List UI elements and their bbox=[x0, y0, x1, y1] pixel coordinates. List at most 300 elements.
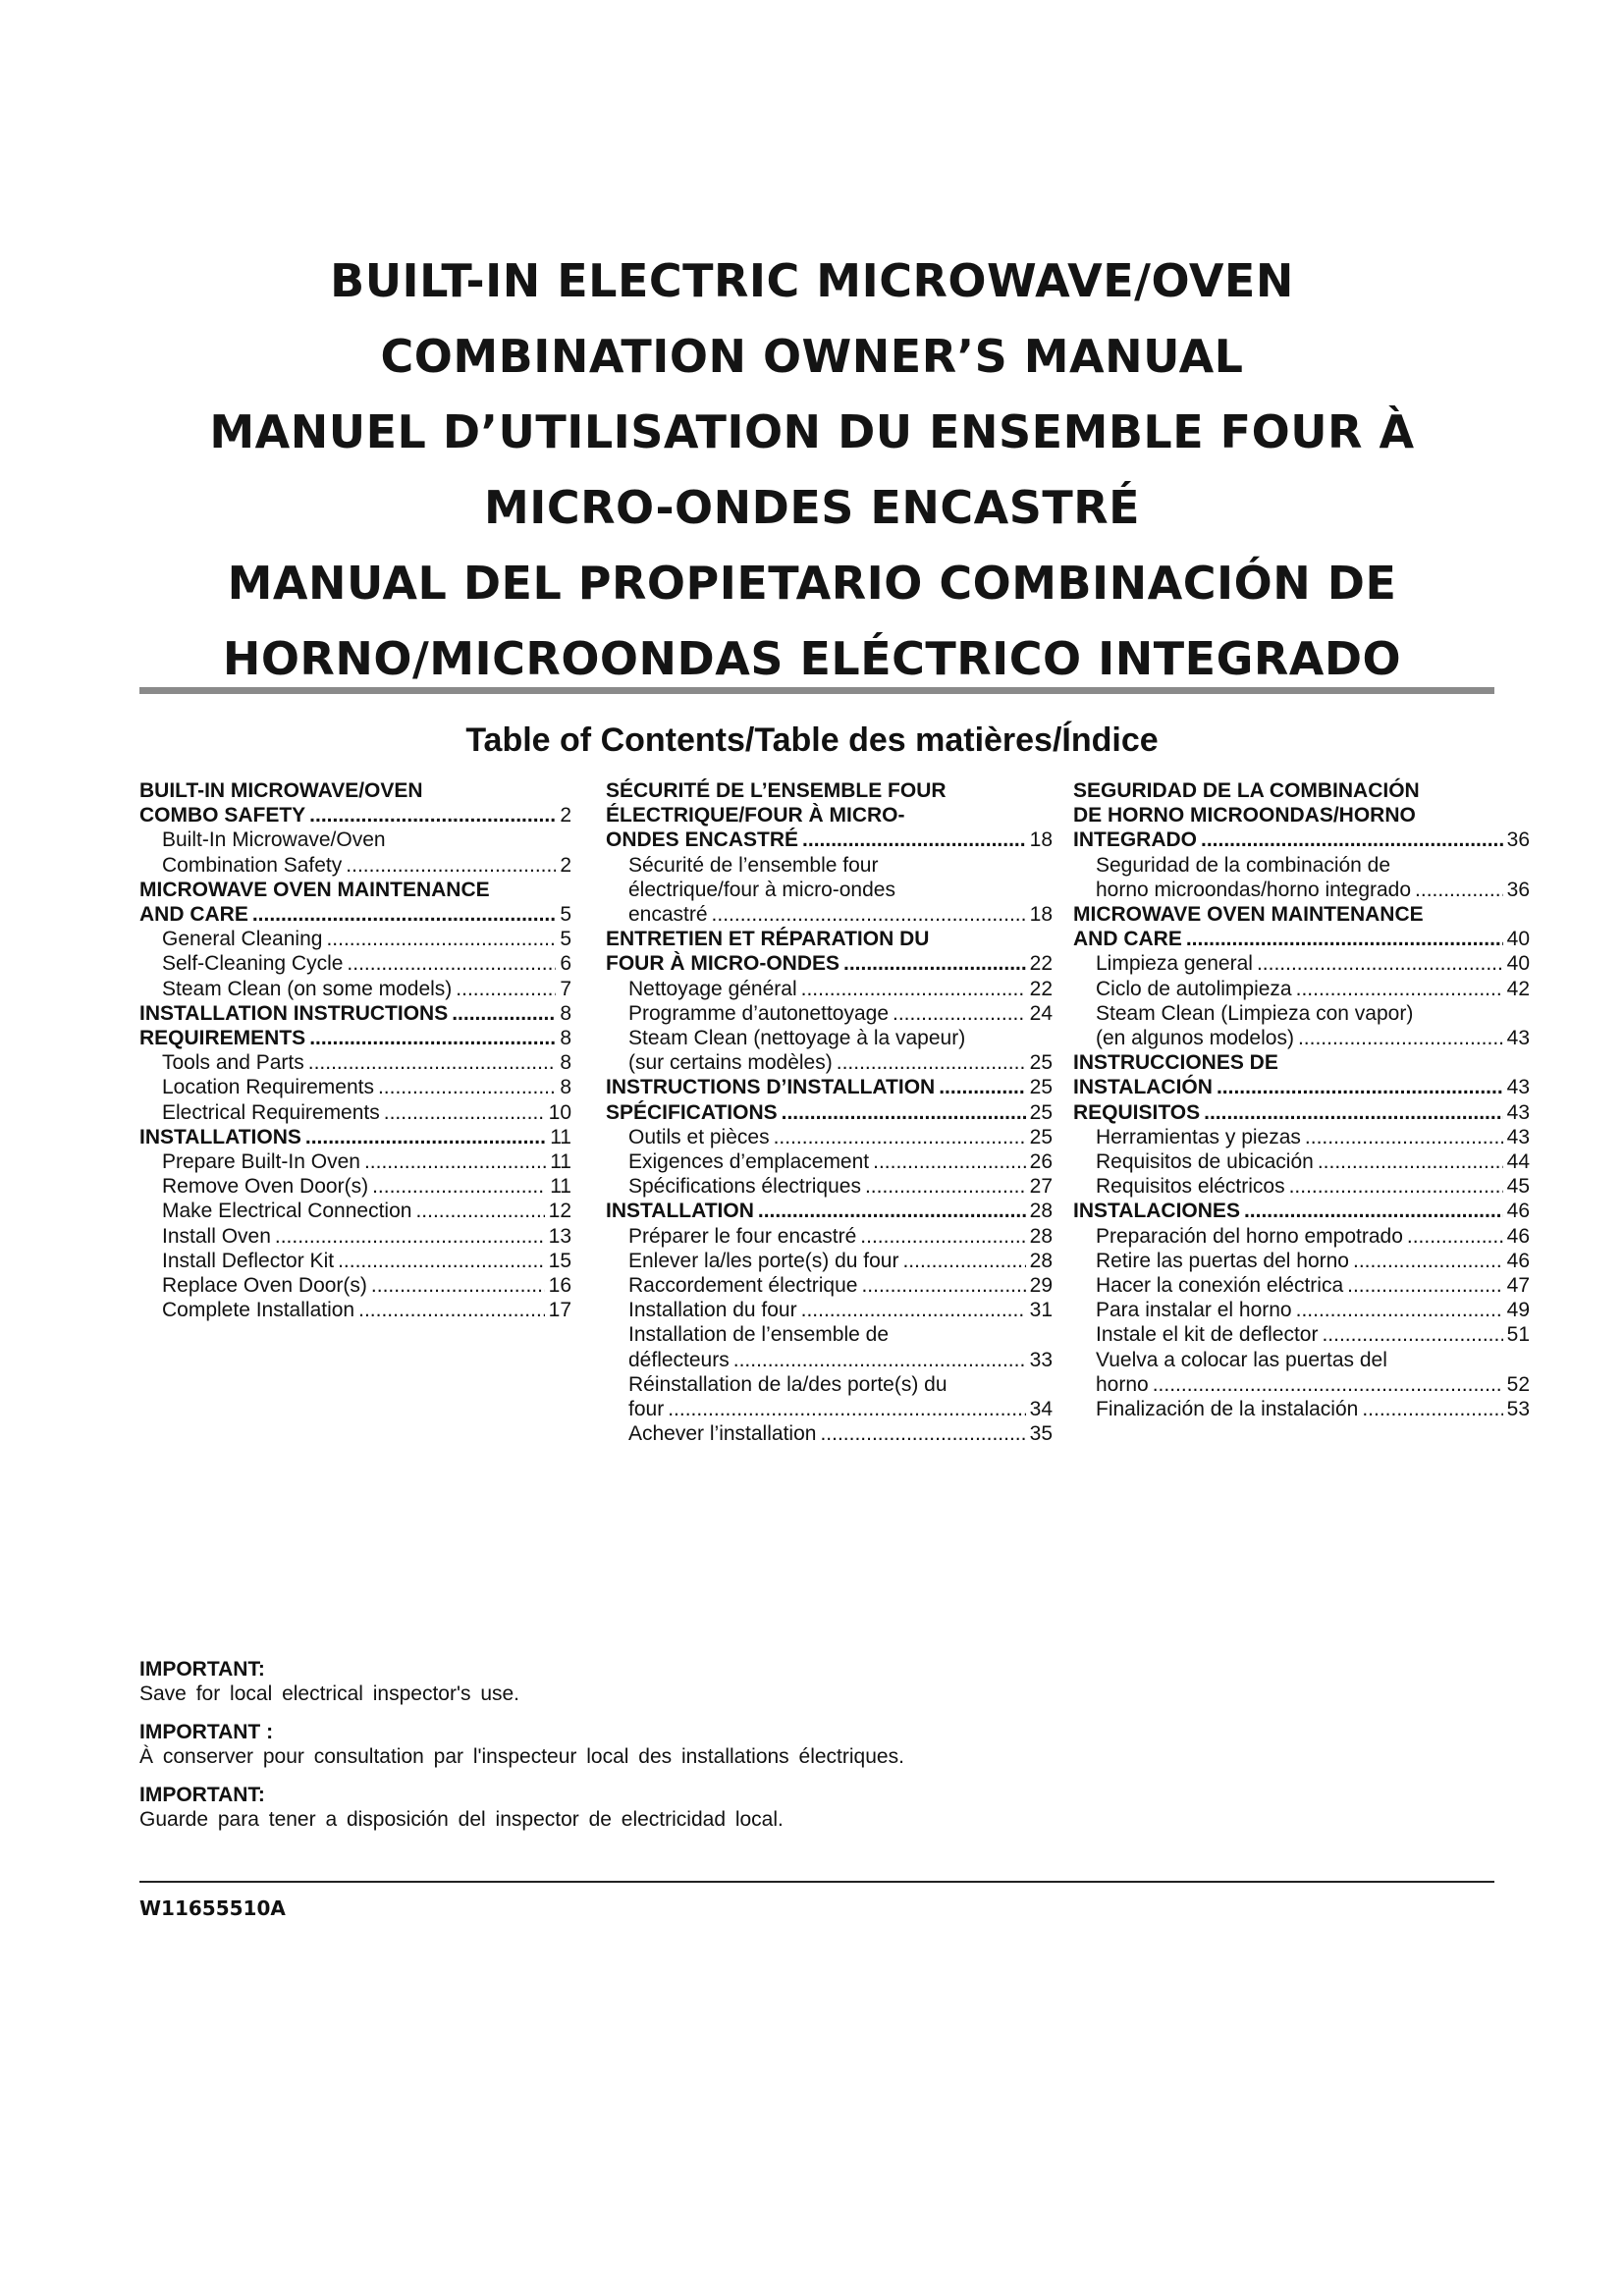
toc-entry-line bbox=[162, 853, 571, 878]
important-label: IMPORTANT: bbox=[139, 1658, 265, 1681]
toc-entry-label: Steam Clean (on some models) bbox=[162, 977, 453, 1000]
toc-entry-label: ONDES ENCASTRÉ bbox=[606, 828, 799, 852]
toc-subsection-entry[interactable] bbox=[139, 828, 571, 877]
toc-subsection-entry[interactable] bbox=[139, 1100, 571, 1125]
toc-page-number: 36 bbox=[1506, 878, 1530, 901]
toc-dot-leader bbox=[758, 1199, 1026, 1223]
toc-dot-leader bbox=[1296, 1298, 1503, 1322]
toc-page-number: 11 bbox=[550, 1150, 571, 1174]
toc-entry-line bbox=[162, 1149, 571, 1174]
toc-subsection-entry[interactable] bbox=[606, 1372, 1053, 1421]
toc-subsection-entry[interactable] bbox=[1073, 1149, 1530, 1174]
toc-entry-label: encastré bbox=[628, 903, 708, 927]
important-text: Save for local electrical inspector's use. bbox=[139, 1682, 520, 1705]
toc-entry-label: Make Electrical Connection bbox=[162, 1200, 412, 1223]
toc-entry-label: Complete Installation bbox=[162, 1299, 355, 1322]
toc-entry-label: Herramientas y piezas bbox=[1096, 1125, 1301, 1148]
toc-entry-line bbox=[628, 1149, 1053, 1174]
toc-page-number: 47 bbox=[1506, 1274, 1530, 1298]
toc-entry-line bbox=[162, 1249, 571, 1273]
toc-entry-line bbox=[1096, 1001, 1530, 1026]
toc-entry-line bbox=[628, 977, 1053, 1001]
title-line: MANUEL D’UTILISATION DU ENSEMBLE FOUR À bbox=[209, 405, 1415, 458]
toc-page-number: 28 bbox=[1029, 1200, 1053, 1223]
toc-dot-leader bbox=[1318, 1149, 1503, 1174]
toc-page-number: 22 bbox=[1029, 952, 1053, 976]
toc-entry-line bbox=[1096, 1125, 1530, 1149]
toc-section-entry[interactable] bbox=[139, 778, 571, 828]
toc-page-number: 18 bbox=[1029, 828, 1053, 852]
toc-dot-leader bbox=[1415, 878, 1503, 902]
toc-dot-leader bbox=[1362, 1397, 1502, 1421]
toc-dot-leader bbox=[1153, 1372, 1503, 1397]
toc-page-number: 25 bbox=[1029, 1100, 1053, 1124]
toc-subsection-entry[interactable] bbox=[1073, 1174, 1530, 1199]
toc-subsection-entry[interactable] bbox=[606, 1273, 1053, 1298]
toc-entry-line bbox=[1073, 1199, 1530, 1223]
toc-entry-line bbox=[606, 1100, 1053, 1125]
toc-entry-line bbox=[162, 1174, 571, 1199]
toc-subsection-entry[interactable] bbox=[139, 1149, 571, 1174]
toc-section-entry[interactable] bbox=[606, 927, 1053, 976]
toc-entry-line bbox=[1073, 778, 1530, 803]
important-label: IMPORTANT : bbox=[139, 1721, 274, 1743]
toc-page-number: 52 bbox=[1506, 1372, 1530, 1396]
toc-subsection-entry[interactable] bbox=[139, 951, 571, 976]
toc-entry-label: Replace Oven Door(s) bbox=[162, 1274, 367, 1298]
toc-subsection-entry[interactable] bbox=[139, 1224, 571, 1249]
toc-entry-label: Seguridad de la combinación de bbox=[1096, 853, 1391, 877]
toc-entry-label: horno microondas/horno integrado bbox=[1096, 878, 1412, 901]
toc-page-number: 35 bbox=[1029, 1422, 1053, 1446]
toc-page-number: 40 bbox=[1506, 928, 1530, 951]
toc-subsection-entry[interactable] bbox=[1073, 1273, 1530, 1298]
toc-dot-leader bbox=[1305, 1125, 1503, 1149]
toc-entry-line bbox=[1096, 1224, 1530, 1249]
toc-section-entry[interactable] bbox=[1073, 778, 1530, 853]
toc-page-number: 25 bbox=[1029, 1125, 1053, 1148]
toc-entry-line bbox=[139, 878, 571, 902]
toc-section-entry[interactable] bbox=[1073, 1100, 1530, 1125]
toc-page-number: 44 bbox=[1506, 1150, 1530, 1174]
toc-entry-line bbox=[1096, 1149, 1530, 1174]
toc-entry-label: INSTRUCTIONS D’INSTALLATION bbox=[606, 1076, 936, 1099]
toc-entry-line bbox=[1096, 951, 1530, 976]
toc-subsection-entry[interactable] bbox=[1073, 1224, 1530, 1249]
toc-page-number: 46 bbox=[1506, 1224, 1530, 1248]
toc-page-number: 42 bbox=[1506, 977, 1530, 1000]
toc-entry-label: Installation de l’ensemble de bbox=[628, 1323, 890, 1347]
toc-entry-line bbox=[628, 902, 1053, 927]
toc-dot-leader bbox=[1201, 828, 1503, 852]
toc-entry-label: Préparer le four encastré bbox=[628, 1224, 857, 1248]
toc-subsection-entry[interactable] bbox=[606, 1026, 1053, 1075]
toc-page-number: 43 bbox=[1506, 1027, 1530, 1050]
toc-subsection-entry[interactable] bbox=[139, 1199, 571, 1223]
manual-title bbox=[137, 243, 1487, 697]
toc-entry-label: FOUR À MICRO-ONDES bbox=[606, 952, 839, 976]
toc-entry-label: (sur certains modèles) bbox=[628, 1051, 833, 1075]
toc-dot-leader bbox=[384, 1100, 545, 1125]
important-label: IMPORTANT: bbox=[139, 1784, 265, 1806]
toc-entry-line bbox=[162, 977, 571, 1001]
toc-entry-label: INSTALLATIONS bbox=[139, 1125, 301, 1148]
toc-entry-label: REQUISITOS bbox=[1073, 1100, 1201, 1124]
toc-page-number: 8 bbox=[560, 1001, 571, 1025]
toc-entry-line bbox=[1073, 1050, 1530, 1075]
toc-entry-label: AND CARE bbox=[139, 903, 248, 927]
toc-dot-leader bbox=[939, 1075, 1025, 1099]
toc-dot-leader bbox=[364, 1149, 546, 1174]
toc-section-entry[interactable] bbox=[1073, 1050, 1530, 1099]
toc-page-number: 43 bbox=[1506, 1100, 1530, 1124]
toc-entry-label: BUILT-IN MICROWAVE/OVEN bbox=[139, 779, 423, 802]
toc-dot-leader bbox=[358, 1298, 545, 1322]
toc-section-entry[interactable] bbox=[139, 1026, 571, 1050]
toc-dot-leader bbox=[782, 1100, 1026, 1125]
toc-entry-label: ÉLECTRIQUE/FOUR À MICRO- bbox=[606, 804, 905, 828]
toc-subsection-entry[interactable] bbox=[606, 1322, 1053, 1371]
toc-page-number: 33 bbox=[1029, 1348, 1053, 1371]
toc-subsection-entry[interactable] bbox=[606, 1249, 1053, 1273]
toc-page-number: 18 bbox=[1029, 903, 1053, 927]
toc-entry-label: Installation du four bbox=[628, 1299, 797, 1322]
toc-dot-leader bbox=[347, 951, 556, 976]
toc-entry-line bbox=[1096, 1397, 1530, 1421]
toc-entry-label: MICROWAVE OVEN MAINTENANCE bbox=[139, 878, 490, 901]
toc-entry-line bbox=[606, 803, 1053, 828]
toc-entry-label: Spécifications électriques bbox=[628, 1175, 861, 1199]
title-line: BUILT-IN ELECTRIC MICROWAVE/OVEN bbox=[330, 254, 1294, 307]
toc-subsection-entry[interactable] bbox=[139, 977, 571, 1001]
toc-entry-label: Location Requirements bbox=[162, 1076, 374, 1099]
toc-page-number: 2 bbox=[560, 853, 571, 877]
toc-entry-line bbox=[628, 1224, 1053, 1249]
toc-subsection-entry[interactable] bbox=[139, 1075, 571, 1099]
toc-entry-line bbox=[1096, 977, 1530, 1001]
toc-subsection-entry[interactable] bbox=[1073, 853, 1530, 902]
toc-entry-label: ENTRETIEN ET RÉPARATION DU bbox=[606, 928, 930, 951]
toc-dot-leader bbox=[309, 1026, 556, 1050]
toc-page-number: 26 bbox=[1029, 1150, 1053, 1174]
toc-subsection-entry[interactable] bbox=[139, 1273, 571, 1298]
toc-dot-leader bbox=[372, 1174, 546, 1199]
toc-entry-line bbox=[162, 1100, 571, 1125]
toc-dot-leader bbox=[801, 977, 1026, 1001]
toc-dot-leader bbox=[712, 902, 1026, 927]
toc-section-entry[interactable] bbox=[1073, 902, 1530, 951]
toc-entry-line bbox=[628, 853, 1053, 878]
toc-dot-leader bbox=[1244, 1199, 1503, 1223]
toc-section-entry[interactable] bbox=[139, 878, 571, 927]
toc-entry-label: DE HORNO MICROONDAS/HORNO bbox=[1073, 804, 1416, 828]
toc-entry-label: Programme d’autonettoyage bbox=[628, 1001, 889, 1025]
toc-page-number: 51 bbox=[1506, 1323, 1530, 1347]
toc-entry-label: Install Deflector Kit bbox=[162, 1249, 335, 1272]
toc-entry-label: AND CARE bbox=[1073, 928, 1182, 951]
toc-entry-label: Sécurité de l’ensemble four bbox=[628, 853, 879, 877]
toc-dot-leader bbox=[1296, 977, 1503, 1001]
toc-subsection-entry[interactable] bbox=[1073, 977, 1530, 1001]
toc-dot-leader bbox=[326, 927, 556, 951]
toc-section-entry[interactable] bbox=[606, 778, 1053, 853]
toc-entry-line bbox=[628, 878, 1053, 902]
toc-dot-leader bbox=[1322, 1322, 1502, 1347]
toc-entry-label: MICROWAVE OVEN MAINTENANCE bbox=[1073, 903, 1424, 927]
toc-subsection-entry[interactable] bbox=[606, 1149, 1053, 1174]
toc-page-number: 28 bbox=[1029, 1249, 1053, 1272]
toc-section-entry[interactable] bbox=[139, 1001, 571, 1026]
toc-entry-line bbox=[162, 1075, 571, 1099]
toc-dot-leader bbox=[893, 1001, 1026, 1026]
toc-entry-line bbox=[628, 1397, 1053, 1421]
toc-entry-line bbox=[1096, 1348, 1530, 1372]
toc-entry-line bbox=[628, 1298, 1053, 1322]
toc-subsection-entry[interactable] bbox=[1073, 1322, 1530, 1347]
toc-column-english bbox=[139, 778, 571, 1322]
toc-dot-leader bbox=[308, 1050, 557, 1075]
toc-entry-label: Réinstallation de la/des porte(s) du bbox=[628, 1372, 947, 1396]
toc-entry-line bbox=[628, 1249, 1053, 1273]
toc-entry-line bbox=[1096, 1372, 1530, 1397]
toc-entry-line bbox=[1073, 1075, 1530, 1099]
important-note-french bbox=[139, 1720, 1416, 1769]
toc-section-entry[interactable] bbox=[606, 1100, 1053, 1125]
toc-entry-label: Tools and Parts bbox=[162, 1051, 304, 1075]
toc-subsection-entry[interactable] bbox=[139, 1249, 571, 1273]
toc-subsection-entry[interactable] bbox=[139, 927, 571, 951]
toc-entry-line bbox=[1073, 902, 1530, 927]
toc-entry-line bbox=[1096, 1249, 1530, 1273]
toc-dot-leader bbox=[252, 902, 556, 927]
toc-entry-line bbox=[1096, 1273, 1530, 1298]
toc-entry-line bbox=[139, 1026, 571, 1050]
toc-entry-line bbox=[606, 927, 1053, 951]
toc-subsection-entry[interactable] bbox=[1073, 1001, 1530, 1050]
toc-subsection-entry[interactable] bbox=[139, 1298, 571, 1322]
toc-column-spanish bbox=[1073, 778, 1530, 1421]
toc-entry-line bbox=[1073, 828, 1530, 852]
toc-subsection-entry[interactable] bbox=[1073, 1298, 1530, 1322]
toc-entry-line bbox=[1096, 1026, 1530, 1050]
toc-entry-label: Raccordement électrique bbox=[628, 1274, 858, 1298]
toc-entry-label: Prepare Built-In Oven bbox=[162, 1150, 360, 1174]
toc-entry-label: Vuelva a colocar las puertas del bbox=[1096, 1348, 1387, 1371]
toc-subsection-entry[interactable] bbox=[606, 1224, 1053, 1249]
toc-subsection-entry[interactable] bbox=[606, 1125, 1053, 1149]
important-notes bbox=[139, 1657, 1416, 1845]
toc-entry-line bbox=[1096, 1174, 1530, 1199]
toc-page-number: 45 bbox=[1506, 1175, 1530, 1199]
title-line: COMBINATION OWNER’S MANUAL bbox=[380, 330, 1244, 383]
title-line: MICRO-ONDES ENCASTRÉ bbox=[483, 481, 1141, 534]
toc-entry-line bbox=[1096, 878, 1530, 902]
toc-entry-label: INSTRUCCIONES DE bbox=[1073, 1051, 1278, 1075]
toc-entry-label: Achever l’installation bbox=[628, 1422, 817, 1446]
toc-dot-leader bbox=[860, 1224, 1025, 1249]
toc-page-number: 5 bbox=[560, 928, 571, 951]
toc-page-number: 11 bbox=[550, 1125, 571, 1148]
toc-entry-line bbox=[139, 1001, 571, 1026]
toc-dot-leader bbox=[1347, 1273, 1503, 1298]
toc-dot-leader bbox=[865, 1174, 1026, 1199]
toc-dot-leader bbox=[733, 1348, 1026, 1372]
toc-entry-label: déflecteurs bbox=[628, 1348, 730, 1371]
toc-page-number: 22 bbox=[1029, 977, 1053, 1000]
toc-page-number: 15 bbox=[548, 1249, 571, 1272]
toc-entry-line bbox=[606, 1199, 1053, 1223]
toc-subsection-entry[interactable] bbox=[606, 853, 1053, 928]
toc-page-number: 13 bbox=[548, 1224, 571, 1248]
toc-page-number: 16 bbox=[548, 1274, 571, 1298]
toc-entry-line bbox=[606, 778, 1053, 803]
toc-entry-label: SEGURIDAD DE LA COMBINACIÓN bbox=[1073, 779, 1420, 802]
title-line: MANUAL DEL PROPIETARIO COMBINACIÓN DE bbox=[227, 557, 1397, 610]
toc-page-number: 17 bbox=[548, 1299, 571, 1322]
toc-entry-line bbox=[1096, 1298, 1530, 1322]
toc-section-entry[interactable] bbox=[139, 1125, 571, 1149]
toc-subsection-entry[interactable] bbox=[139, 1174, 571, 1199]
toc-entry-line bbox=[606, 828, 1053, 852]
toc-entry-label: Ciclo de autolimpieza bbox=[1096, 977, 1292, 1000]
toc-entry-line bbox=[162, 1298, 571, 1322]
toc-entry-label: Limpieza general bbox=[1096, 952, 1253, 976]
toc-page-number: 2 bbox=[560, 804, 571, 828]
toc-page-number: 25 bbox=[1029, 1051, 1053, 1075]
toc-dot-leader bbox=[861, 1273, 1025, 1298]
toc-entry-label: Requisitos eléctricos bbox=[1096, 1175, 1285, 1199]
important-note-english bbox=[139, 1657, 1416, 1706]
toc-section-entry[interactable] bbox=[606, 1075, 1053, 1099]
toc-entry-label: Preparación del horno empotrado bbox=[1096, 1224, 1403, 1248]
toc-entry-line bbox=[139, 1125, 571, 1149]
toc-entry-label: Install Oven bbox=[162, 1224, 271, 1248]
toc-subsection-entry[interactable] bbox=[139, 1050, 571, 1075]
toc-dot-leader bbox=[415, 1199, 544, 1223]
toc-page-number: 8 bbox=[560, 1027, 571, 1050]
toc-subsection-entry[interactable] bbox=[1073, 1397, 1530, 1421]
toc-entry-label: Steam Clean (nettoyage à la vapeur) bbox=[628, 1027, 966, 1050]
toc-dot-leader bbox=[820, 1421, 1025, 1446]
toc-entry-line bbox=[162, 951, 571, 976]
toc-entry-line bbox=[606, 951, 1053, 976]
toc-page-number: 6 bbox=[560, 952, 571, 976]
toc-entry-label: Nettoyage général bbox=[628, 977, 797, 1000]
toc-dot-leader bbox=[668, 1397, 1025, 1421]
toc-heading: Table of Contents/Table des matières/Índice bbox=[465, 721, 1159, 759]
toc-entry-label: Remove Oven Door(s) bbox=[162, 1175, 369, 1199]
toc-page-number: 28 bbox=[1029, 1224, 1053, 1248]
toc-dot-leader bbox=[843, 951, 1026, 976]
toc-entry-label: General Cleaning bbox=[162, 928, 323, 951]
toc-page-number: 43 bbox=[1506, 1125, 1530, 1148]
toc-entry-label: électrique/four à micro-ondes bbox=[628, 878, 895, 901]
toc-entry-label: horno bbox=[1096, 1372, 1149, 1396]
toc-entry-line bbox=[162, 1050, 571, 1075]
toc-entry-label: Finalización de la instalación bbox=[1096, 1398, 1359, 1421]
toc-page-number: 34 bbox=[1029, 1398, 1053, 1421]
toc-entry-line bbox=[162, 828, 571, 852]
important-text: À conserver pour consultation par l'inspecteur local des installations électriques. bbox=[139, 1745, 904, 1768]
toc-dot-leader bbox=[802, 828, 1026, 852]
toc-dot-leader bbox=[1257, 951, 1503, 976]
toc-entry-line bbox=[628, 1174, 1053, 1199]
toc-entry-label: COMBO SAFETY bbox=[139, 804, 306, 828]
toc-entry-label: REQUIREMENTS bbox=[139, 1027, 306, 1050]
toc-dot-leader bbox=[1353, 1249, 1503, 1273]
title-divider bbox=[139, 687, 1494, 694]
toc-entry-label: (en algunos modelos) bbox=[1096, 1027, 1294, 1050]
toc-subsection-entry[interactable] bbox=[1073, 951, 1530, 976]
toc-entry-line bbox=[628, 1322, 1053, 1347]
toc-dot-leader bbox=[801, 1298, 1026, 1322]
title-line: HORNO/MICROONDAS ELÉCTRICO INTEGRADO bbox=[222, 632, 1402, 685]
toc-page-number: 12 bbox=[548, 1200, 571, 1223]
toc-entry-label: Steam Clean (Limpieza con vapor) bbox=[1096, 1001, 1414, 1025]
document-number: W11655510A bbox=[139, 1896, 286, 1920]
toc-entry-label: Combination Safety bbox=[162, 853, 343, 877]
toc-entry-label: INSTALACIÓN bbox=[1073, 1076, 1213, 1099]
toc-entry-label: Instale el kit de deflector bbox=[1096, 1323, 1319, 1347]
toc-subsection-entry[interactable] bbox=[1073, 1348, 1530, 1397]
toc-page-number: 53 bbox=[1506, 1398, 1530, 1421]
toc-subsection-entry[interactable] bbox=[1073, 1249, 1530, 1273]
toc-entry-label: Electrical Requirements bbox=[162, 1100, 380, 1124]
toc-dot-leader bbox=[338, 1249, 545, 1273]
toc-subsection-entry[interactable] bbox=[606, 977, 1053, 1001]
toc-entry-line bbox=[162, 927, 571, 951]
toc-page-number: 27 bbox=[1029, 1175, 1053, 1199]
toc-section-entry[interactable] bbox=[1073, 1199, 1530, 1223]
toc-entry-line bbox=[139, 778, 571, 803]
toc-page-number: 10 bbox=[548, 1100, 571, 1124]
toc-entry-line bbox=[162, 1273, 571, 1298]
toc-section-entry[interactable] bbox=[606, 1199, 1053, 1223]
toc-entry-label: Enlever la/les porte(s) du four bbox=[628, 1249, 899, 1272]
toc-dot-leader bbox=[371, 1273, 545, 1298]
toc-dot-leader bbox=[1186, 927, 1503, 951]
toc-entry-line bbox=[628, 1001, 1053, 1026]
toc-dot-leader bbox=[309, 803, 556, 828]
toc-entry-label: INTEGRADO bbox=[1073, 828, 1197, 852]
toc-subsection-entry[interactable] bbox=[606, 1001, 1053, 1026]
toc-dot-leader bbox=[1298, 1026, 1503, 1050]
toc-page-number: 8 bbox=[560, 1051, 571, 1075]
toc-dot-leader bbox=[1204, 1100, 1503, 1125]
toc-entry-line bbox=[1096, 853, 1530, 878]
toc-subsection-entry[interactable] bbox=[1073, 1125, 1530, 1149]
toc-entry-label: SPÉCIFICATIONS bbox=[606, 1100, 778, 1124]
toc-entry-line bbox=[628, 1372, 1053, 1397]
toc-dot-leader bbox=[275, 1224, 545, 1249]
toc-entry-line bbox=[1073, 803, 1530, 828]
toc-dot-leader bbox=[456, 977, 556, 1001]
toc-page-number: 46 bbox=[1506, 1249, 1530, 1272]
toc-page-number: 7 bbox=[560, 977, 571, 1000]
toc-dot-leader bbox=[346, 853, 556, 878]
toc-subsection-entry[interactable] bbox=[606, 1421, 1053, 1446]
toc-page-number: 29 bbox=[1029, 1274, 1053, 1298]
toc-page-number: 25 bbox=[1029, 1076, 1053, 1099]
toc-entry-line bbox=[628, 1026, 1053, 1050]
footer-divider bbox=[139, 1881, 1494, 1883]
toc-subsection-entry[interactable] bbox=[606, 1174, 1053, 1199]
toc-page-number: 31 bbox=[1029, 1299, 1053, 1322]
toc-dot-leader bbox=[1289, 1174, 1503, 1199]
toc-page-number: 49 bbox=[1506, 1299, 1530, 1322]
toc-dot-leader bbox=[452, 1001, 556, 1026]
toc-subsection-entry[interactable] bbox=[606, 1298, 1053, 1322]
